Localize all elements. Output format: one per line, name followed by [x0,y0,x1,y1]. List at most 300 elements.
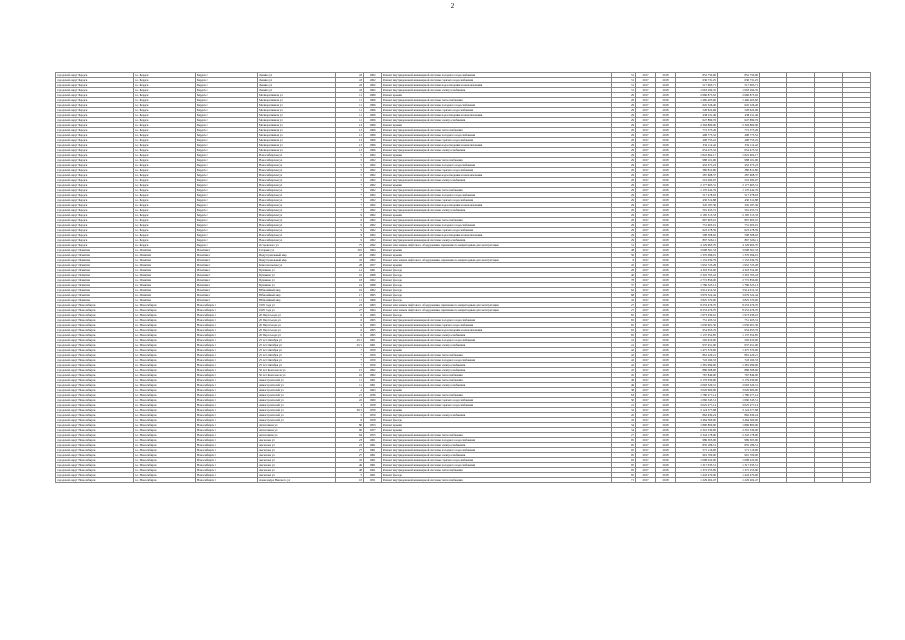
cell-work: Ремонт крыши [382,248,612,253]
cell-locality: г.о. Новосибирск [134,358,196,363]
cell-work: Ремонт внутридомовой инженерной системы горячего водоснабжения [382,78,612,83]
cell-city: Новосибирск г [196,318,258,323]
cell-y2: 2018 [656,108,676,113]
cell-year: 1962 [364,188,382,193]
cell-year: 1968 [364,283,382,288]
cell-cost1: 988 101,90 [676,158,718,163]
cell-cost1: 408 753,22 [676,138,718,143]
cell-floors: 50 [612,398,636,403]
cell-locality: г.о. Бердск [134,193,196,198]
cell-work: Ремонт фасада [382,298,612,303]
cell-work: Ремонт внутридомовой инженерной системы горячего водоснабжения [382,398,612,403]
cell-year: 1961 [364,473,382,478]
cell-house: 11 [336,113,364,118]
cell-street: Новосибирская ул [258,193,336,198]
cell-street: Мелиоративная ул [258,143,336,148]
cell-street: 1905 года ул [258,308,336,313]
cell-work: Ремонт внутридомовой инженерной системы водоотведения и канализования [382,113,612,118]
cell-locality: г.о. Новосибирск [134,343,196,348]
cell-cost2: 380 812,80 [718,168,760,173]
cell-city: Бердск г [196,243,258,248]
cell-district: городской округ Бердск [56,213,134,218]
cell-city: Бердск г [196,183,258,188]
cell-street: 25 лет Октября ул [258,338,336,343]
cell-locality: г.о. Новосибирск [134,438,196,443]
cell-street: 25 лет Октября ул [258,353,336,358]
cell-house: 9 [336,223,364,228]
cell-cost2: 3 124 577,68 [718,408,760,413]
cell-y2: 2018 [656,273,676,278]
cell-cost2: 1 786 323,13 [718,283,760,288]
cell-y2: 2018 [656,168,676,173]
cell-city: Новосибирск г [196,433,258,438]
cell-cost1: 1 060 345,51 [676,398,718,403]
cell-house: 13 [336,133,364,138]
cell-work: Ремонт крыши [382,388,612,393]
cell-house: 46 [336,463,364,468]
cell-city: Новосибирск г [196,428,258,433]
cell-y1: 2017 [636,283,656,288]
cell-work: Ремонт внутридомовой инженерной системы горячего водоснабжения [382,108,612,113]
cell-street: Пушкина ул [258,273,336,278]
cell-year: 1962 [364,218,382,223]
cell-house: 94 [336,433,364,438]
cell-house: 13 [336,123,364,128]
cell-cost2: 4 129 963,70 [718,243,760,248]
cell-cost2: 430 312,88 [718,198,760,203]
cell-city: Новосибирск г [196,403,258,408]
cell-cost1: 989 305,00 [676,438,718,443]
cell-district: городской округ Бердск [56,223,134,228]
cell-floors: 29 [612,193,636,198]
cell-city: Новосибирск г [196,468,258,473]
cell-street: 20 Партсъезда ул [258,333,336,338]
cell-work: Ремонт внутридомовой инженерной системы электроснабжения [382,178,612,183]
cell-floors: 26 [612,268,636,273]
cell-cost1: 3 098 361,33 [676,248,718,253]
cell-work: Ремонт внутридомовой инженерной системы теплоснабжения [382,353,612,358]
cell-district: городской округ Бердск [56,183,134,188]
cell-year: 1962 [364,168,382,173]
cell-house: 30/1 [336,408,364,413]
cell-locality: г.о. Бердск [134,173,196,178]
cell-work: Ремонт внутридомовой инженерной системы водоотведения и канализования [382,203,612,208]
cell-work: Ремонт крыши [382,123,612,128]
cell-district: городской округ Бердск [56,103,134,108]
cell-cost2: 954 653,76 [718,328,760,333]
cell-floors: 29 [612,148,636,153]
cell-y1: 2017 [636,193,656,198]
cell-year: 1961 [364,468,382,473]
cell-district: городской округ Бердск [56,78,134,83]
cell-y1: 2017 [636,238,656,243]
cell-cost2: 654 473,32 [718,148,760,153]
cell-work: Ремонт внутридомовой инженерной системы электроснабжения [382,453,612,458]
cell-y2: 2018 [656,148,676,153]
cell-house: 43 [336,258,364,263]
cell-floors: 95 [612,443,636,448]
cell-y2: 2018 [656,138,676,143]
cell-district: городской округ Новосибирск [56,423,134,428]
cell-y1: 2017 [636,368,656,373]
cell-city: Новосибирск г [196,443,258,448]
cell-house: 23 [336,438,364,443]
cell-house: 21 [336,393,364,398]
cell-locality: г.о. Бердск [134,98,196,103]
cell-year: 1962 [364,198,382,203]
cell-y2: 2018 [656,153,676,158]
cell-y2: 2018 [656,228,676,233]
cell-city: Бердск г [196,123,258,128]
cell-y2: 2018 [656,313,676,318]
cell-cost1: 2 343 178,00 [676,433,718,438]
cell-street: Гагарина ул [258,248,336,253]
cell-cost2: 862 630,24 [718,413,760,418]
cell-year: 1965 [364,333,382,338]
cell-district: городской округ Бердск [56,238,134,243]
cell-street: Авиастроителей ул [258,408,336,413]
cell-year: 1961 [364,343,382,348]
cell-floors: 34 [612,428,636,433]
cell-district: городской округ Бердск [56,148,134,153]
cell-empty [760,478,787,483]
cell-cost1: 345 187,36 [676,203,718,208]
cell-locality: г.о. Бердск [134,143,196,148]
cell-y1: 2017 [636,468,656,473]
cell-locality: г.о. Новосибирск [134,433,196,438]
cell-locality: г.о. Новосибирск [134,378,196,383]
cell-floors: 46 [612,383,636,388]
cell-cost1: 2 177 605,31 [676,183,718,188]
cell-y2: 2018 [656,418,676,423]
cell-work: Ремонт внутридомовой инженерной системы теплоснабжения [382,478,612,483]
cell-year: 1963 [364,303,382,308]
cell-district: городской округ Новосибирск [56,373,134,378]
cell-work: Ремонт внутридомовой инженерной системы холодного водоснабжения [382,438,612,443]
cell-locality: г.о. Бердск [134,183,196,188]
cell-locality: г.о. Искитим [134,263,196,268]
cell-city: Бердск г [196,78,258,83]
cell-house: 5 [336,173,364,178]
cell-district: городской округ Новосибирск [56,428,134,433]
cell-work: Ремонт или замена лифтового оборудования, признанного непригодным для эксплуатации [382,303,612,308]
cell-cost1: 380 812,80 [676,168,718,173]
cell-floors: 45 [612,263,636,268]
cell-locality: г.о. Новосибирск [134,393,196,398]
cell-house: 43 [336,78,364,83]
cell-y1: 2017 [636,248,656,253]
cell-city: Новосибирск г [196,333,258,338]
cell-work: Ремонт фасада [382,418,612,423]
cell-year: 1959 [364,413,382,418]
cell-street: Новосибирская ул [258,153,336,158]
cell-work: Ремонт фасада [382,278,612,283]
cell-city: Бердск г [196,228,258,233]
cell-year: 1966 [364,98,382,103]
cell-street: 50 лет Комсомола ул [258,368,336,373]
cell-city: Новосибирск г [196,438,258,443]
cell-y2: 2018 [656,308,676,313]
cell-cost1: 1 317 033,51 [676,463,718,468]
cell-house: 2 [336,388,364,393]
cell-house: 11 [336,103,364,108]
cell-cost2: 332 112,42 [718,143,760,148]
cell-street: Новосибирская ул [258,233,336,238]
cell-y2: 2018 [656,303,676,308]
cell-district: городской округ Искитим [56,283,134,288]
cell-floors: 95 [612,453,636,458]
cell-house: 25/1 [336,343,364,348]
cell-locality: г.о. Новосибирск [134,348,196,353]
cell-y1: 2017 [636,343,656,348]
cell-floors: 95 [612,473,636,478]
cell-district: городской округ Новосибирск [56,453,134,458]
cell-locality: г.о. Бердск [134,93,196,98]
cell-locality: г.о. Бердск [134,88,196,93]
cell-city: Искитим г [196,288,258,293]
cell-y2: 2018 [656,403,676,408]
cell-y1: 2017 [636,423,656,428]
cell-street: Мелиоративная ул [258,108,336,113]
cell-house: 10 [336,478,364,483]
cell-y2: 2018 [656,353,676,358]
cell-y2: 2018 [656,468,676,473]
cell-district: городской округ Новосибирск [56,408,134,413]
cell-cost1: 1 050 901,30 [676,323,718,328]
cell-year: 1960 [364,398,382,403]
cell-y2: 2018 [656,133,676,138]
cell-floors: 42 [612,363,636,368]
cell-house: 11 [336,118,364,123]
cell-year: 1958 [364,418,382,423]
cell-house: 48 [336,468,364,473]
cell-district: городской округ Искитим [56,298,134,303]
cell-house: 11 [336,383,364,388]
cell-y1: 2017 [636,253,656,258]
cell-year: 1966 [364,148,382,153]
cell-district: городской округ Новосибирск [56,463,134,468]
cell-house: 27 [336,308,364,313]
cell-locality: г.о. Искитим [134,288,196,293]
cell-floors: 29 [612,168,636,173]
cell-work: Ремонт внутридомовой инженерной системы холодного водоснабжения [382,223,612,228]
cell-district: городской округ Бердск [56,73,134,78]
cell-district: городской округ Новосибирск [56,323,134,328]
repair-schedule-table [55,72,871,483]
cell-cost1: 861 220,21 [676,353,718,358]
cell-cost2: 1 137 052,85 [718,333,760,338]
cell-district: городской округ Бердск [56,233,134,238]
cell-street: Авиастроителей ул [258,393,336,398]
cell-cost2: 937 451,00 [718,343,760,348]
cell-house: 18 [336,278,364,283]
cell-y1: 2017 [636,378,656,383]
cell-cost1: 516 282,97 [676,178,718,183]
cell-locality: г.о. Бердск [134,238,196,243]
cell-year: 1962 [364,178,382,183]
cell-city: Новосибирск г [196,448,258,453]
cell-house: 27 [336,448,364,453]
cell-cost2: 1 317 033,51 [718,463,760,468]
cell-house: 5 [336,168,364,173]
cell-work: Ремонт внутридомовой инженерной системы холодного водоснабжения [382,338,612,343]
cell-floors: 27 [612,308,636,313]
cell-year: 1966 [364,93,382,98]
cell-y1: 2017 [636,213,656,218]
cell-year: 1961 [364,443,382,448]
cell-locality: г.о. Бердск [134,168,196,173]
cell-y1: 2017 [636,333,656,338]
cell-y1: 2017 [636,128,656,133]
cell-cost1: 991 700,00 [676,453,718,458]
cell-locality: г.о. Новосибирск [134,313,196,318]
cell-locality: г.о. Новосибирск [134,323,196,328]
cell-house: 7 [336,188,364,193]
cell-floors: 29 [612,133,636,138]
cell-y1: 2017 [636,208,656,213]
cell-cost2: 1 370 096,01 [718,253,760,258]
cell-work: Ремонт внутридомовой инженерной системы электроснабжения [382,413,612,418]
cell-work: Ремонт крыши [382,213,612,218]
cell-city: Новосибирск г [196,338,258,343]
cell-city: Искитим г [196,283,258,288]
cell-y2: 2018 [656,343,676,348]
cell-floors: 45 [612,373,636,378]
cell-cost2: 3 825 370,00 [718,298,760,303]
cell-locality: г.о. Бердск [134,138,196,143]
cell-floors: 29 [612,188,636,193]
cell-y1: 2017 [636,383,656,388]
cell-floors: 29 [612,213,636,218]
cell-y1: 2017 [636,363,656,368]
cell-y2: 2018 [656,478,676,483]
cell-floors: 31 [612,83,636,88]
cell-street: Мелиоративная ул [258,103,336,108]
cell-y1: 2017 [636,308,656,313]
cell-district: городской округ Новосибирск [56,318,134,323]
cell-city: Бердск г [196,98,258,103]
cell-city: Новосибирск г [196,458,258,463]
cell-locality: г.о. Новосибирск [134,388,196,393]
cell-cost1: 1 152 030,79 [676,258,718,263]
cell-street: 50 лет Комсомола ул [258,373,336,378]
cell-locality: г.о. Бердск [134,208,196,213]
cell-floors: 62 [612,288,636,293]
cell-house: 6 [336,333,364,338]
cell-floors: 29 [612,183,636,188]
cell-work: Ремонт крыши [382,423,612,428]
cell-cost1: 867 603,10 [676,218,718,223]
cell-city: Бердск г [196,103,258,108]
cell-work: Ремонт или замена лифтового оборудования, признанного непригодным для эксплуатации [382,308,612,313]
cell-locality: г.о. Искитим [134,293,196,298]
cell-cost2: 508 508,02 [718,233,760,238]
cell-house: 7 [336,198,364,203]
cell-floors: 95 [612,438,636,443]
cell-house: 8 [336,418,364,423]
cell-district: городской округ Новосибирск [56,468,134,473]
cell-y2: 2018 [656,238,676,243]
cell-house: 90 [336,428,364,433]
cell-street: Юбилейный мкр [258,293,336,298]
cell-work: Ремонт внутридомовой инженерной системы водоотведения и канализования [382,173,612,178]
cell-year: 1953 [364,423,382,428]
cell-street: 25 лет Октября ул [258,348,336,353]
cell-district: городской округ Новосибирск [56,378,134,383]
cell-year: 1966 [364,108,382,113]
cell-house: 5 [336,178,364,183]
cell-cost2: 989 305,00 [718,438,760,443]
cell-floors: 95 [612,448,636,453]
cell-year: 1968 [364,273,382,278]
cell-district: городской округ Бердск [56,123,134,128]
cell-locality: г.о. Новосибирск [134,443,196,448]
cell-cost2: 751 003,01 [718,223,760,228]
cell-city: Бердск г [196,93,258,98]
cell-cost1: 591 453,72 [676,208,718,213]
cell-street: Автогенная ул [258,423,336,428]
cell-district: городской округ Новосибирск [56,328,134,333]
cell-city: Новосибирск г [196,303,258,308]
cell-street: Авиастроителей ул [258,418,336,423]
cell-city: Бердск г [196,143,258,148]
cell-district: городской округ Бердск [56,113,134,118]
cell-city: Новосибирск г [196,383,258,388]
cell-house: 15 [336,368,364,373]
cell-street: Новосибирская ул [258,228,336,233]
cell-y2: 2018 [656,363,676,368]
cell-y2: 2018 [656,428,676,433]
cell-year: 1966 [364,133,382,138]
cell-floors: 37 [612,283,636,288]
cell-house: 23 [336,443,364,448]
cell-locality: г.о. Бердск [134,133,196,138]
cell-street: Новосибирская ул [258,188,336,193]
cell-street: Новосибирская ул [258,163,336,168]
cell-locality: г.о. Бердск [134,233,196,238]
cell-cost1: 2 316 530,00 [676,428,718,433]
cell-district: городской округ Новосибирск [56,343,134,348]
cell-city: Новосибирск г [196,393,258,398]
cell-locality: г.о. Новосибирск [134,423,196,428]
cell-work: Ремонт внутридомовой инженерной системы горячего водоснабжения [382,228,612,233]
cell-locality: г.о. Новосибирск [134,328,196,333]
cell-floors: 41 [612,338,636,343]
cell-house: 43 [336,88,364,93]
cell-city: Бердск г [196,153,258,158]
cell-district: городской округ Новосибирск [56,393,134,398]
cell-cost1: 452 375,23 [676,163,718,168]
cell-year: 1936 [364,393,382,398]
cell-district: городской округ Новосибирск [56,308,134,313]
cell-y2: 2018 [656,158,676,163]
cell-y2: 2018 [656,433,676,438]
cell-street: Ленина ул [258,88,336,93]
cell-cost1: 654 473,32 [676,148,718,153]
cell-city: Искитим г [196,298,258,303]
cell-district: городской округ Новосибирск [56,403,134,408]
cell-floors: 42 [612,348,636,353]
cell-work: Ремонт крыши [382,253,612,258]
cell-cost2: 2 179 030,90 [718,378,760,383]
cell-cost2: 1 372 253,00 [718,468,760,473]
cell-floors: 31 [612,78,636,83]
cell-locality: г.о. Бердск [134,158,196,163]
cell-locality: г.о. Бердск [134,148,196,153]
cell-cost1: 1 780 277,14 [676,393,718,398]
cell-cost1: 498 775,52 [676,133,718,138]
cell-house: 6 [336,318,364,323]
